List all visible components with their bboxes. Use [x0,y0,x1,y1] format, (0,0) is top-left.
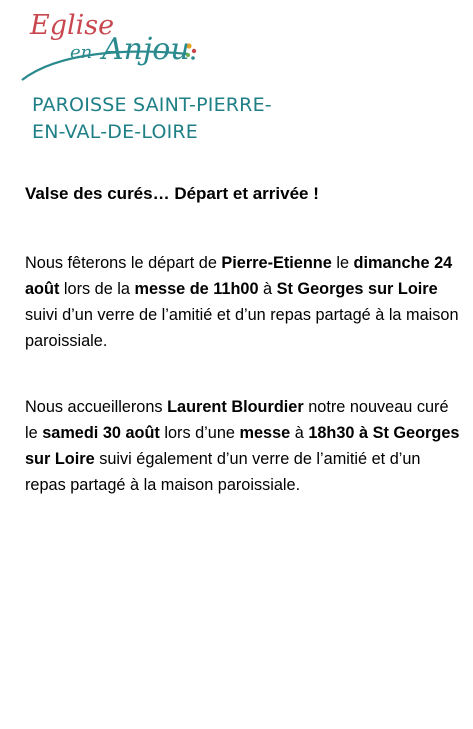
bold-name: Pierre-Etienne [221,254,332,272]
logo-script-anjou: Anjou [102,32,190,67]
text-run: lors d’une [159,424,240,442]
text-run: notre nouveau curé le [25,398,449,442]
text-run: à [290,424,309,442]
text-run: lors de la [59,280,135,298]
arrival-paragraph [25,394,465,498]
bold-name: Laurent Blourdier [167,398,304,416]
departure-paragraph [25,250,465,354]
logo-script-en: en [70,42,93,63]
page-title: Valse des curés… Départ et arrivée ! [25,184,319,203]
text-run: à [258,280,277,298]
text-run: suivi également d’un verre de l’amitié et d’un repas partagé à la maison paroissiale. [25,450,421,494]
logo-parish-line1: PAROISSE SAINT-PIERRE- [32,94,272,116]
text-run: Nous accueillerons [25,398,168,416]
text-run: le [331,254,354,272]
logo-script-eglise: Eglise [30,10,115,41]
bold-location: St Georges sur Loire [276,280,438,298]
logo-parish-line2: EN-VAL-DE-LOIRE [32,121,199,143]
text-run: Nous fêterons le départ de [25,254,222,272]
bold-mass-time: messe de 11h00 [134,280,259,298]
bold-time-location: 18h30 à St Georges sur Loire [25,424,460,468]
bold-date: dimanche 24 août [25,254,453,298]
parish-logo [18,8,278,143]
bold-date: samedi 30 août [42,424,160,442]
bold-mass: messe [239,424,291,442]
text-run: suivi d’un verre de l’amitié et d’un repas partagé à la maison paroissiale. [25,306,459,350]
